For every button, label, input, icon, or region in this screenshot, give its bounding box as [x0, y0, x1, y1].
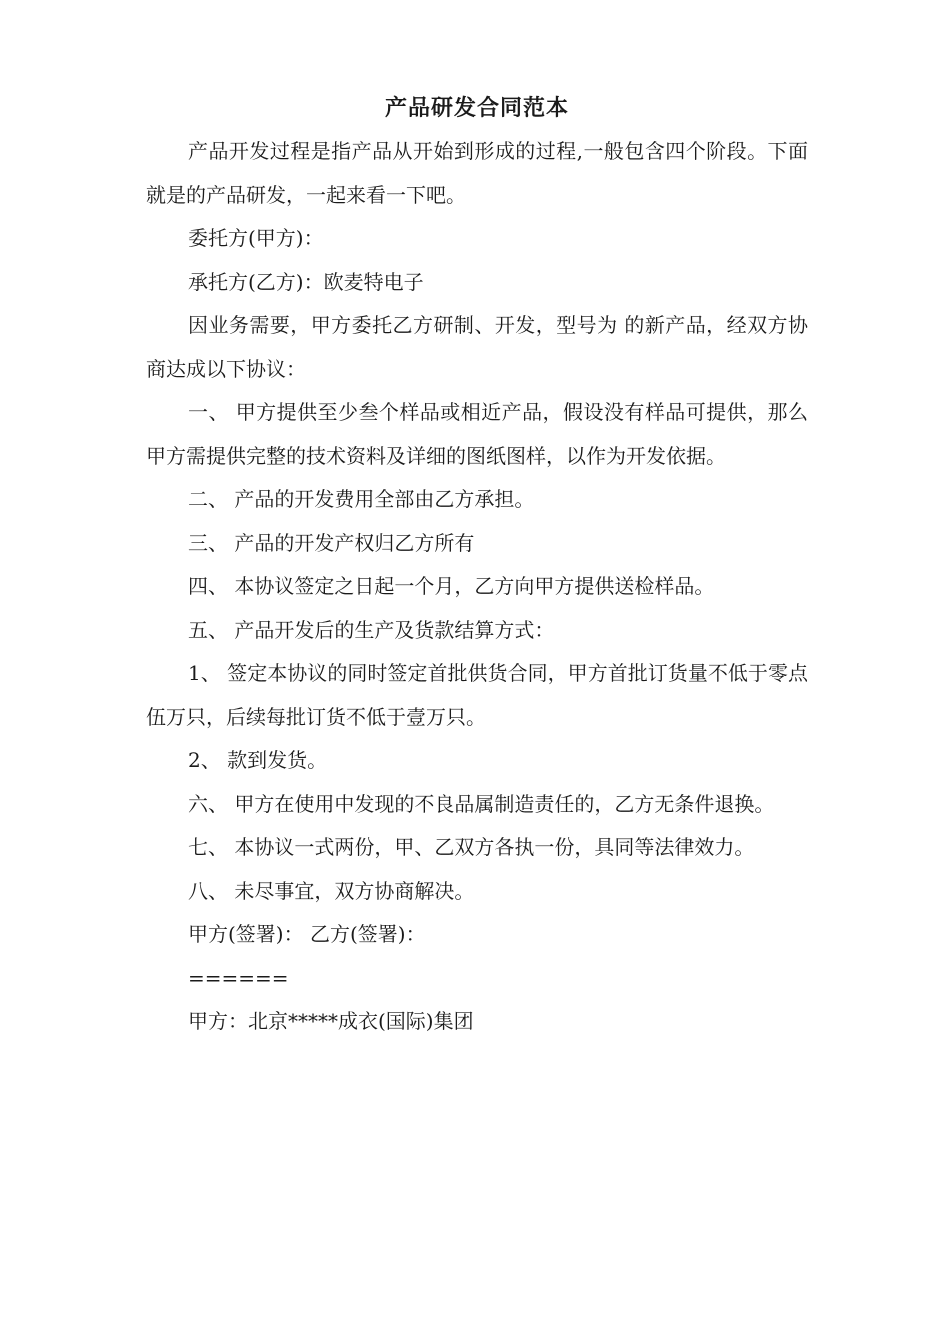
clause-7: 七、 本协议一式两份，甲、乙双方各执一份，具同等法律效力。 — [188, 835, 755, 859]
party-a-name: 甲方：北京*****成衣(国际)集团 — [188, 1009, 474, 1033]
document-page — [146, 88, 808, 1044]
clause-4: 四、 本协议签定之日起一个月，乙方向甲方提供送检样品。 — [188, 574, 715, 598]
clause-6: 六、 甲方在使用中发现的不良品属制造责任的，乙方无条件退换。 — [188, 791, 775, 816]
signature-line: 甲方(签署)： 乙方(签署)： — [188, 922, 426, 946]
preamble-paragraph: 因业务需要，甲方委托乙方研制、开发，型号为 的新产品，经双方协商达成以下协议： — [146, 313, 808, 381]
clause-5-item-1: 1、 签定本协议的同时签定首批供货合同，甲方首批订货量不低于零点伍万只，后续每批订货不低于壹万只。 — [146, 661, 808, 729]
clause-2: 二、 产品的开发费用全部由乙方承担。 — [188, 487, 535, 511]
separator-line: ====== — [188, 965, 289, 990]
clause-8: 八、 未尽事宜，双方协商解决。 — [188, 878, 475, 903]
clause-5: 五、 产品开发后的生产及货款结算方式： — [188, 617, 555, 642]
clause-3: 三、 产品的开发产权归乙方所有 — [188, 530, 475, 555]
intro-paragraph: 产品开发过程是指产品从开始到形成的过程,一般包含四个阶段。下面就是的产品研发，一起来看一下吧。 — [146, 139, 808, 207]
clause-1: 一、 甲方提供至少叁个样品或相近产品，假设没有样品可提供，那么甲方需提供完整的技术资料及详细的图纸图样，以作为开发依据。 — [146, 400, 808, 468]
party-a-line: 委托方(甲方)： — [188, 226, 324, 250]
party-b-line: 承托方(乙方)：欧麦特电子 — [188, 269, 424, 294]
document-title: 产品研发合同范本 — [384, 96, 569, 121]
clause-5-item-2: 2、 款到发货。 — [188, 748, 328, 772]
